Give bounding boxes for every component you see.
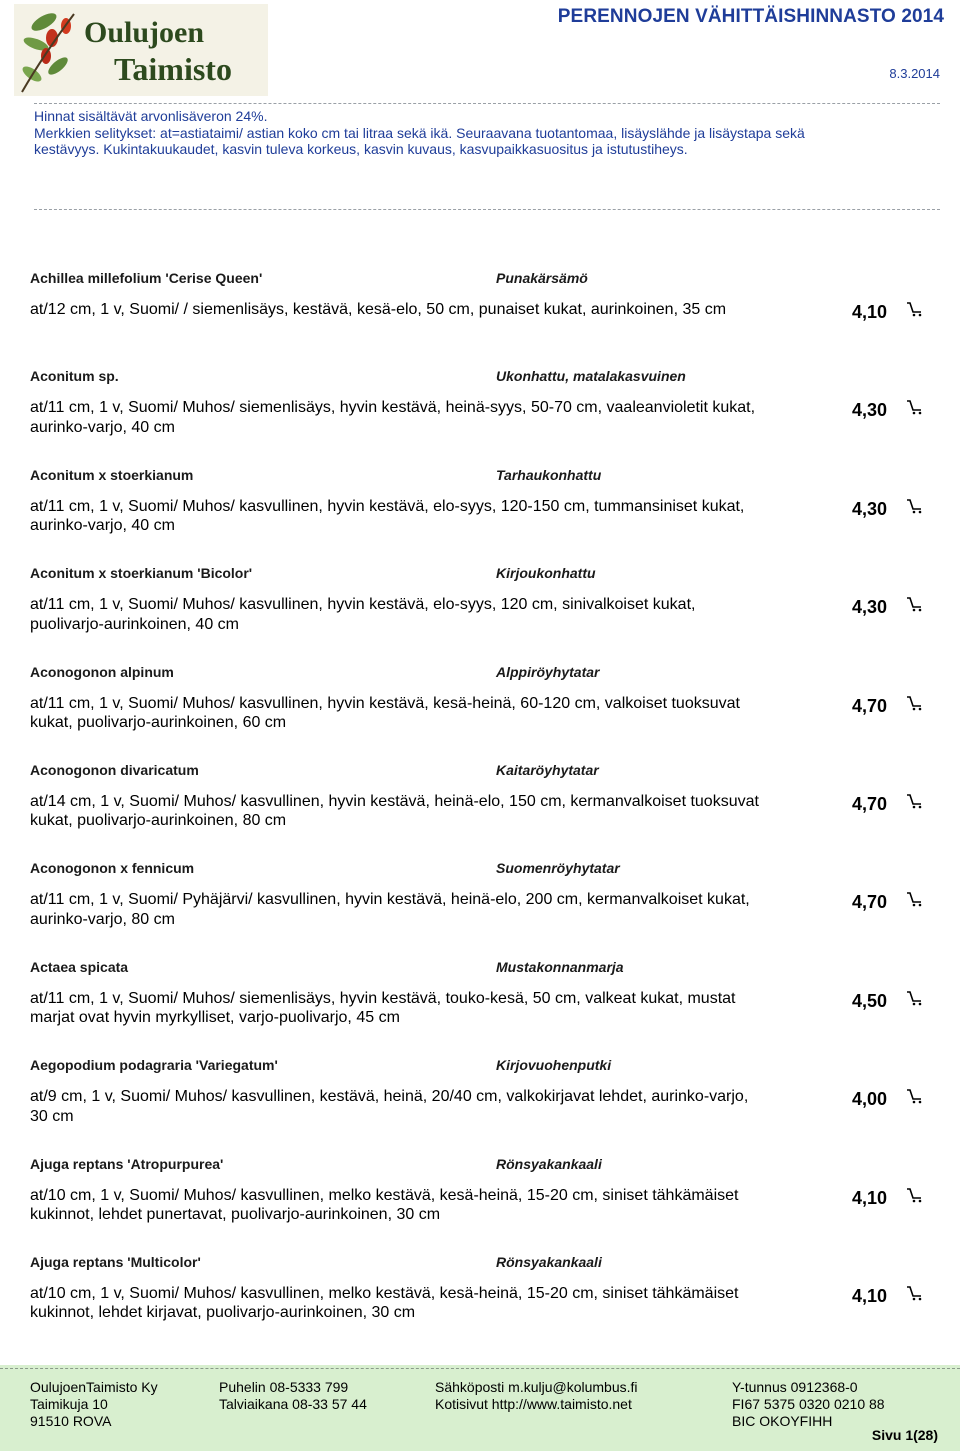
- legend-note: Merkkien selitykset: at=astiataimi/ astian koko cm tai litraa sekä ikä. Seuraavana tuotantomaa, lisäyslähde ja lisäystapa sekä: [34, 124, 805, 141]
- cart-icon[interactable]: [906, 1088, 924, 1104]
- plant-entry: [30, 754, 940, 852]
- plant-price: 4,00: [852, 1089, 888, 1110]
- bic: BIC OKOYFIHH: [732, 1413, 833, 1430]
- plant-entry: [30, 262, 940, 360]
- plant-entry: [30, 1049, 940, 1147]
- plant-price: 4,50: [852, 990, 888, 1011]
- plant-latin-name: Ajuga reptans 'Atropurpurea': [30, 1155, 224, 1172]
- price-notes: [34, 108, 914, 158]
- plant-entry: [30, 656, 940, 754]
- cart-icon[interactable]: [906, 793, 924, 809]
- header-divider: [34, 103, 940, 104]
- plant-price: 4,30: [852, 597, 888, 618]
- company-street: Taimikuja 10: [30, 1396, 108, 1413]
- email-link[interactable]: Sähköposti m.kulju@kolumbus.fi: [435, 1379, 638, 1395]
- plant-latin-name: Aconogonon alpinum: [30, 663, 174, 680]
- plant-description: at/11 cm, 1 v, Suomi/ Muhos/ kasvullinen, hyvin kestävä, kesä-heinä, 60-120 cm, valkoiset tuoksuvat kukat, puolivarjo-aurinkoinen, 60 cm: [30, 694, 740, 732]
- footer-contact: [435, 1379, 638, 1413]
- plant-price: 4,70: [852, 892, 888, 913]
- svg-text:Taimisto: Taimisto: [114, 51, 232, 87]
- plant-latin-name: Aconitum sp.: [30, 368, 119, 385]
- cart-icon[interactable]: [906, 891, 924, 907]
- company-name: OulujoenTaimisto Ky: [30, 1379, 158, 1395]
- plant-latin-name: Achillea millefolium 'Cerise Queen': [30, 270, 263, 286]
- plant-description: at/10 cm, 1 v, Suomi/ Muhos/ kasvullinen, melko kestävä, kesä-heinä, 15-20 cm, siniset tähkämäiset kukinnot, lehdet kirjavat, puolivarjo-aurinkoinen, 30 cm: [30, 1284, 739, 1322]
- plant-common-name: Tarhaukonhattu: [496, 466, 602, 483]
- company-postal: 91510 ROVA: [30, 1413, 112, 1430]
- cart-icon[interactable]: [906, 695, 924, 711]
- plant-description: at/9 cm, 1 v, Suomi/ Muhos/ kasvullinen, kestävä, heinä, 20/40 cm, valkokirjavat lehdet, aurinko-varjo, 30 cm: [30, 1088, 749, 1125]
- plant-common-name: Rönsyakankaali: [496, 1155, 602, 1172]
- plant-latin-name: Ajuga reptans 'Multicolor': [30, 1253, 201, 1270]
- plant-common-name: Kirjovuohenputki: [496, 1057, 612, 1074]
- plant-latin-name: Aegopodium podagraria 'Variegatum': [30, 1057, 278, 1074]
- plant-entry: [30, 360, 940, 458]
- company-logo: [14, 4, 268, 96]
- plant-description: at/11 cm, 1 v, Suomi/ Muhos/ kasvullinen, hyvin kestävä, elo-syys, 120 cm, sinivalkoiset kukat, puolivarjo-aurinkoinen, 40 cm: [30, 596, 696, 633]
- plant-description: at/11 cm, 1 v, Suomi/ Pyhäjärvi/ kasvullinen, hyvin kestävä, heinä-elo, 200 cm, kermanvalkoiset kukat, aurinko-varjo, 80 cm: [30, 891, 750, 928]
- page-title: PERENNOJEN VÄHITTÄISHINNASTO 2014: [557, 6, 944, 27]
- footer-business: [732, 1379, 885, 1431]
- plant-entry: [30, 1148, 940, 1246]
- legend-note-continued: kestävyys. Kukintakuukaudet, kasvin tuleva korkeus, kasvin kuvaus, kasvupaikkasuositus ja istutustiheys.: [34, 141, 688, 158]
- plant-price: 4,10: [852, 302, 888, 322]
- plant-common-name: Mustakonnanmarja: [496, 958, 624, 975]
- svg-text:Oulujoen: Oulujoen: [84, 16, 205, 49]
- plant-description: at/14 cm, 1 v, Suomi/ Muhos/ kasvullinen, hyvin kestävä, heinä-elo, 150 cm, kermanvalkoiset tuoksuvat kukat, puolivarjo-aurinkoinen, 80 cm: [30, 792, 759, 830]
- business-id: Y-tunnus 0912368-0: [732, 1379, 858, 1395]
- plant-entry: [30, 852, 940, 950]
- phone-number: Puhelin 08-5333 799: [219, 1379, 349, 1395]
- plant-price: 4,30: [852, 498, 888, 519]
- plant-description: at/11 cm, 1 v, Suomi/ Muhos/ siemenlisäys, hyvin kestävä, touko-kesä, 50 cm, valkeat kukat, mustat marjat ovat hyvin myrkylliset, varjo-puolivarjo, 45 cm: [30, 989, 736, 1027]
- plant-common-name: Alppiröyhytatar: [496, 663, 600, 680]
- plant-latin-name: Actaea spicata: [30, 958, 129, 975]
- plant-description: at/10 cm, 1 v, Suomi/ Muhos/ kasvullinen, melko kestävä, kesä-heinä, 15-20 cm, siniset tähkämäiset kukinnot, lehdet punertavat, puolivarjo-aurinkoinen, 30 cm: [30, 1186, 739, 1224]
- page-number: Sivu 1(28): [871, 1427, 938, 1443]
- winter-phone: Talviaikana 08-33 57 44: [219, 1396, 367, 1413]
- plant-common-name: Kirjoukonhattu: [496, 565, 596, 582]
- plant-latin-name: Aconogonon x fennicum: [30, 860, 195, 877]
- section-divider: [34, 209, 940, 210]
- plant-description: at/11 cm, 1 v, Suomi/ Muhos/ kasvullinen, hyvin kestävä, elo-syys, 120-150 cm, tummansiniset kukat, aurinko-varjo, 40 cm: [30, 497, 745, 535]
- document-date: 8.3.2014: [889, 66, 940, 81]
- cart-icon[interactable]: [906, 399, 924, 415]
- cart-icon[interactable]: [906, 990, 924, 1006]
- plant-entry: [30, 557, 940, 655]
- plant-common-name: Punakärsämö: [496, 270, 588, 286]
- plant-entry: [30, 1246, 940, 1344]
- plant-entry: [30, 951, 940, 1049]
- page-footer: [0, 1365, 960, 1451]
- plant-entry: [30, 459, 940, 557]
- footer-company: [30, 1379, 158, 1431]
- vat-note: Hinnat sisältävät arvonlisäveron 24%.: [34, 108, 268, 124]
- footer-phone: [219, 1379, 367, 1413]
- cart-icon[interactable]: [906, 301, 924, 317]
- plant-common-name: Suomenröyhytatar: [496, 860, 620, 877]
- plant-description: at/12 cm, 1 v, Suomi/ / siemenlisäys, kestävä, kesä-elo, 50 cm, punaiset kukat, aurinkoinen, 35 cm: [30, 301, 727, 318]
- plant-price: 4,30: [852, 400, 888, 421]
- cart-icon[interactable]: [906, 1187, 924, 1203]
- plant-latin-name: Aconitum x stoerkianum: [30, 466, 194, 483]
- plant-list: [30, 262, 940, 1344]
- plant-common-name: Rönsyakankaali: [496, 1253, 602, 1270]
- footer-divider: [0, 1368, 960, 1369]
- plant-latin-name: Aconitum x stoerkianum 'Bicolor': [30, 565, 253, 582]
- cart-icon[interactable]: [906, 1285, 924, 1301]
- plant-latin-name: Aconogonon divaricatum: [30, 761, 199, 778]
- plant-price: 4,70: [852, 793, 888, 814]
- plant-common-name: Kaitaröyhytatar: [496, 761, 599, 778]
- plant-price: 4,70: [852, 695, 888, 716]
- cart-icon[interactable]: [906, 498, 924, 514]
- iban: FI67 5375 0320 0210 88: [732, 1396, 885, 1413]
- cart-icon[interactable]: [906, 596, 924, 612]
- plant-price: 4,10: [852, 1187, 888, 1208]
- plant-description: at/11 cm, 1 v, Suomi/ Muhos/ siemenlisäys, hyvin kestävä, heinä-syys, 50-70 cm, vaaleanvioletit kukat, aurinko-varjo, 40 cm: [30, 399, 756, 436]
- plant-common-name: Ukonhattu, matalakasvuinen: [496, 368, 686, 385]
- website-link[interactable]: Kotisivut http://www.taimisto.net: [435, 1396, 632, 1413]
- plant-price: 4,10: [852, 1285, 888, 1306]
